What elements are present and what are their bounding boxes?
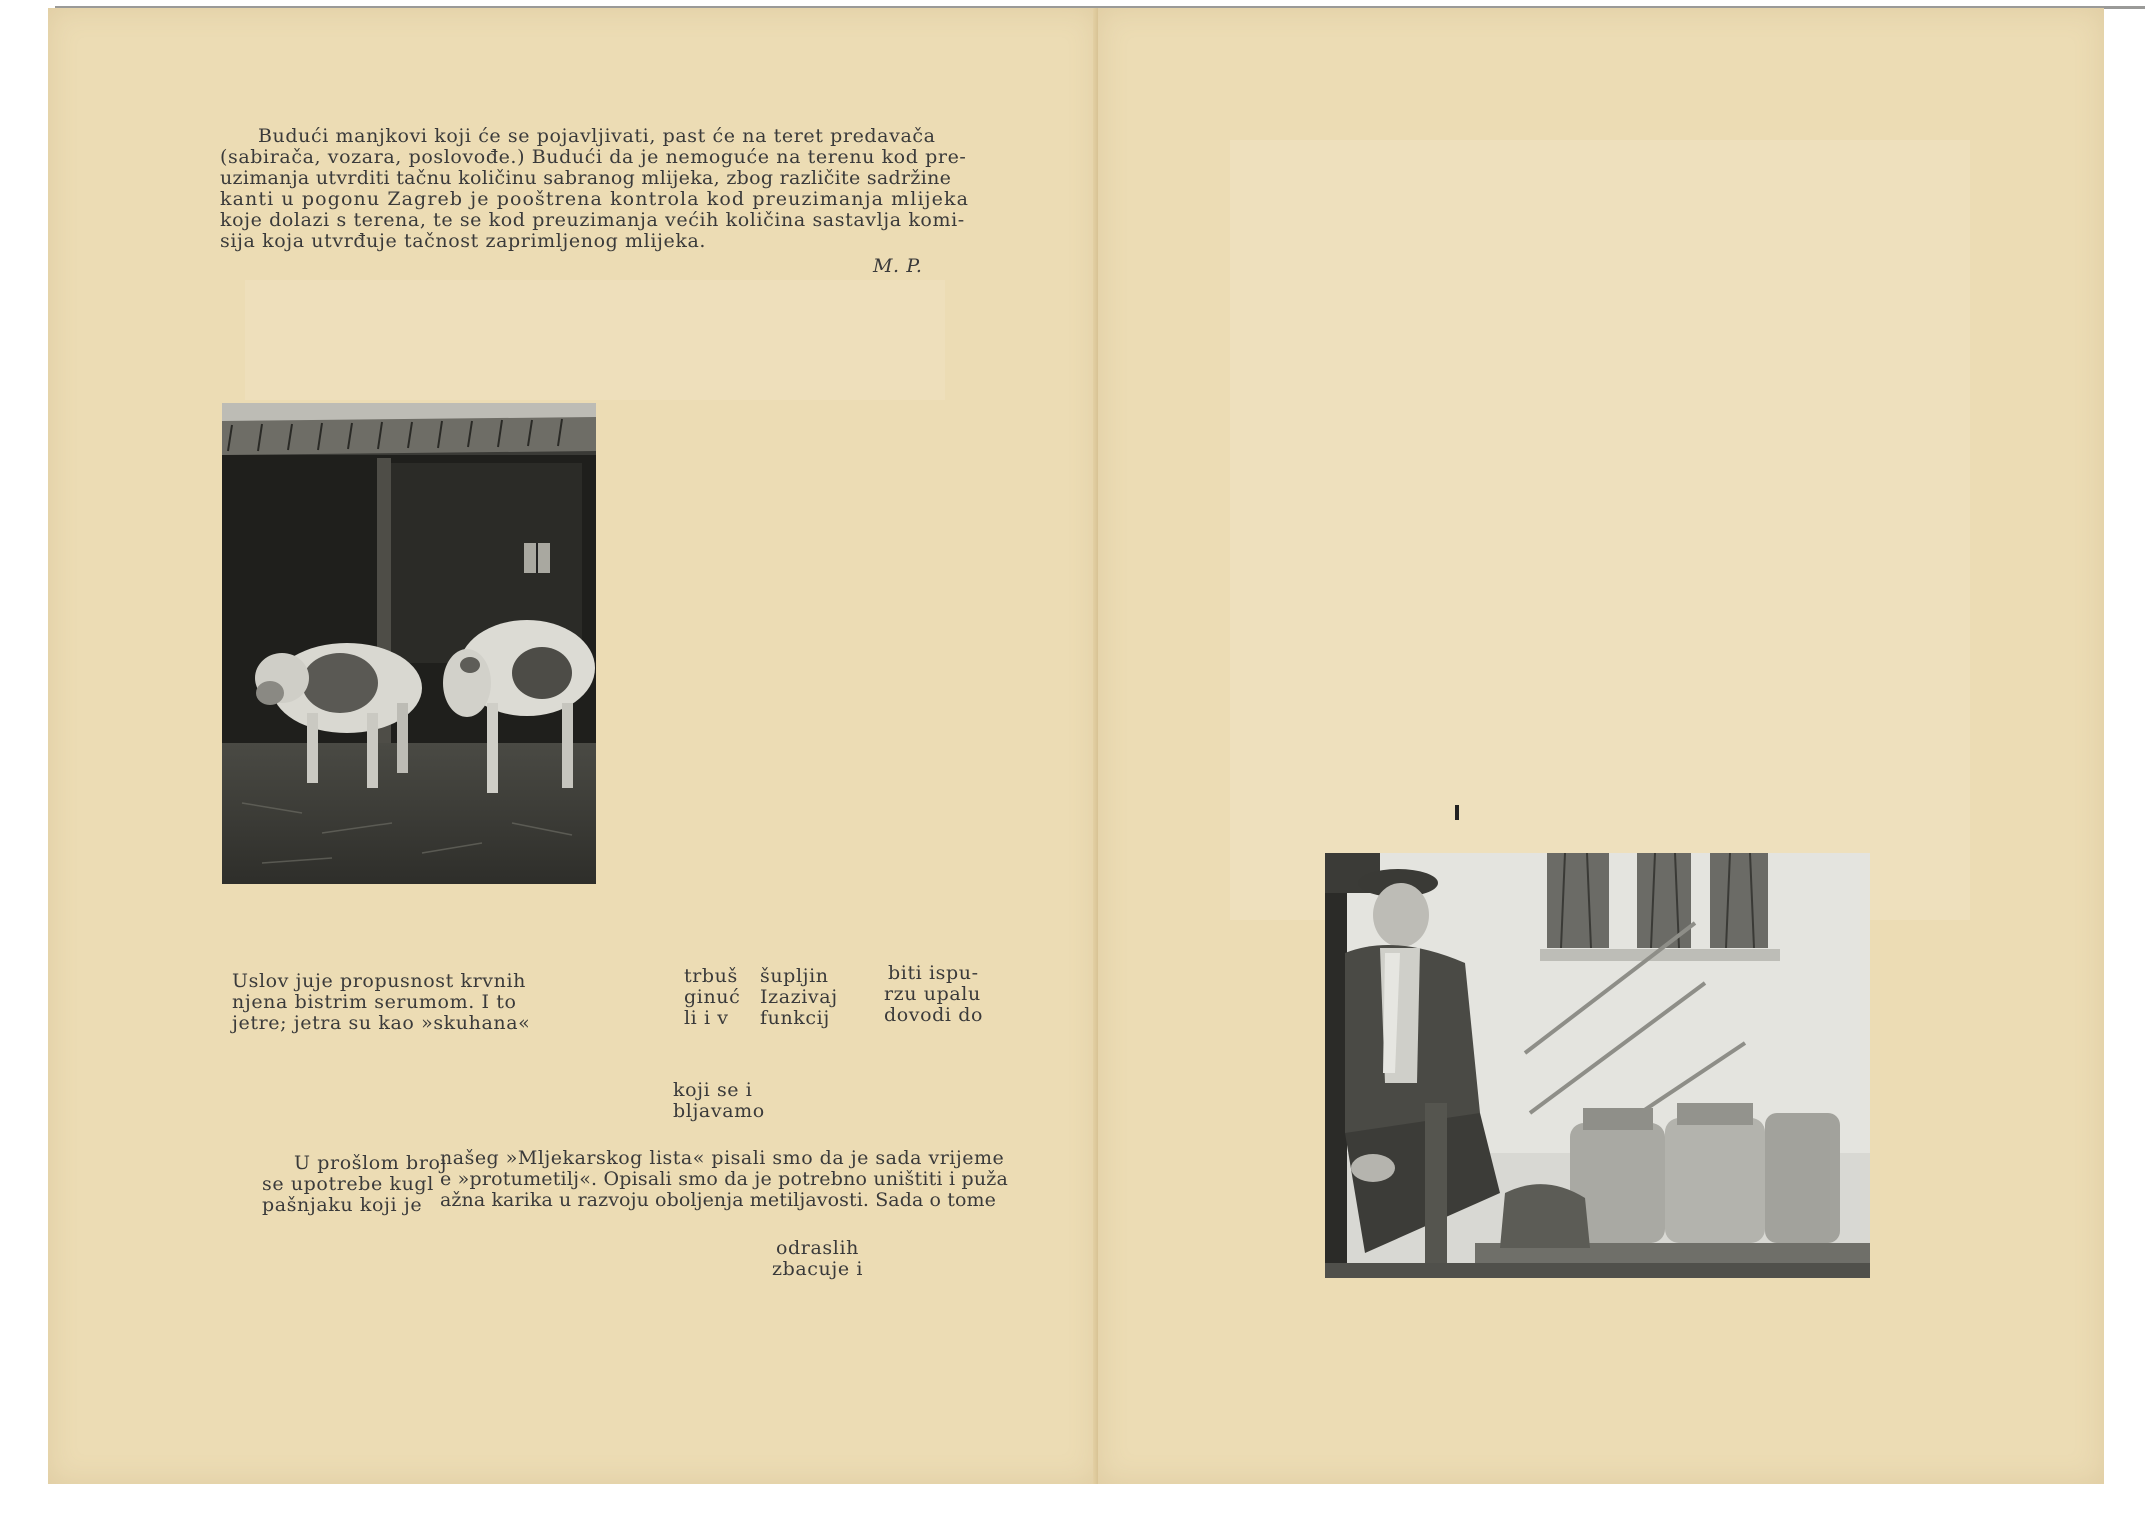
text-line: uzimanja utvrditi tačnu količinu sabranog mlijeka, zbog različite sadržine xyxy=(220,167,952,189)
text-line: dovodi do xyxy=(884,1004,984,1026)
text-line: e »protumetilj«. Opisali smo da je potrebno uništiti i puža xyxy=(440,1168,1009,1190)
text-line: sija koja utvrđuje tačnost zaprimljenog mlijeka. xyxy=(220,230,707,252)
text-line: biti ispu- xyxy=(888,962,979,984)
text-line: Uslov juje propusnost krvnih xyxy=(232,970,526,992)
text-line: kanti u pogonu Zagreb je pooštrena kontrola kod preuzimanja mlijeka xyxy=(220,188,970,210)
text-line: bljavamo xyxy=(673,1100,765,1122)
text-line: ginuć xyxy=(684,986,741,1008)
bleed-through-shade-right xyxy=(1230,140,1970,920)
text-line: odraslih xyxy=(776,1237,859,1259)
text-line: trbuš xyxy=(684,965,738,987)
text-line: Izazivaj xyxy=(760,986,838,1008)
text-line: pašnjaku koji je xyxy=(262,1194,423,1216)
text-line: U prošlom broj xyxy=(294,1152,448,1174)
text-line: zbacuje i xyxy=(772,1258,864,1280)
text-line: njena bistrim serumom. I to xyxy=(232,991,517,1013)
text-line: jetre; jetra su kao »skuhana« xyxy=(232,1012,531,1034)
man-with-milk-cans-photo xyxy=(1325,853,1870,1278)
text-line: funkcij xyxy=(760,1007,830,1029)
text-line: koji se i xyxy=(673,1079,753,1101)
text-line: (sabirača, vozara, poslovođe.) Budući da je nemoguće na terenu kod pre- xyxy=(220,146,967,168)
bleed-through-shade xyxy=(245,280,945,400)
print-mark xyxy=(1455,805,1459,820)
text-line: šupljin xyxy=(760,965,829,987)
text-line: našeg »Mljekarskog lista« pisali smo da je sada vrijeme xyxy=(440,1147,1005,1169)
text-line: ažna karika u razvoju oboljenja metiljavosti. Sada o tome xyxy=(440,1189,996,1211)
text-line: rzu upalu xyxy=(884,983,981,1005)
signature: M. P. xyxy=(873,255,923,277)
text-line: li i v xyxy=(684,1007,729,1029)
text-line: se upotrebe kugl xyxy=(262,1173,434,1195)
text-line: koje dolazi s terena, te se kod preuzimanja većih količina sastavlja komi- xyxy=(220,209,965,231)
text-line: Budući manjkovi koji će se pojavljivati, past će na teret predavača xyxy=(258,125,936,147)
cows-in-barn-photo xyxy=(222,403,596,884)
